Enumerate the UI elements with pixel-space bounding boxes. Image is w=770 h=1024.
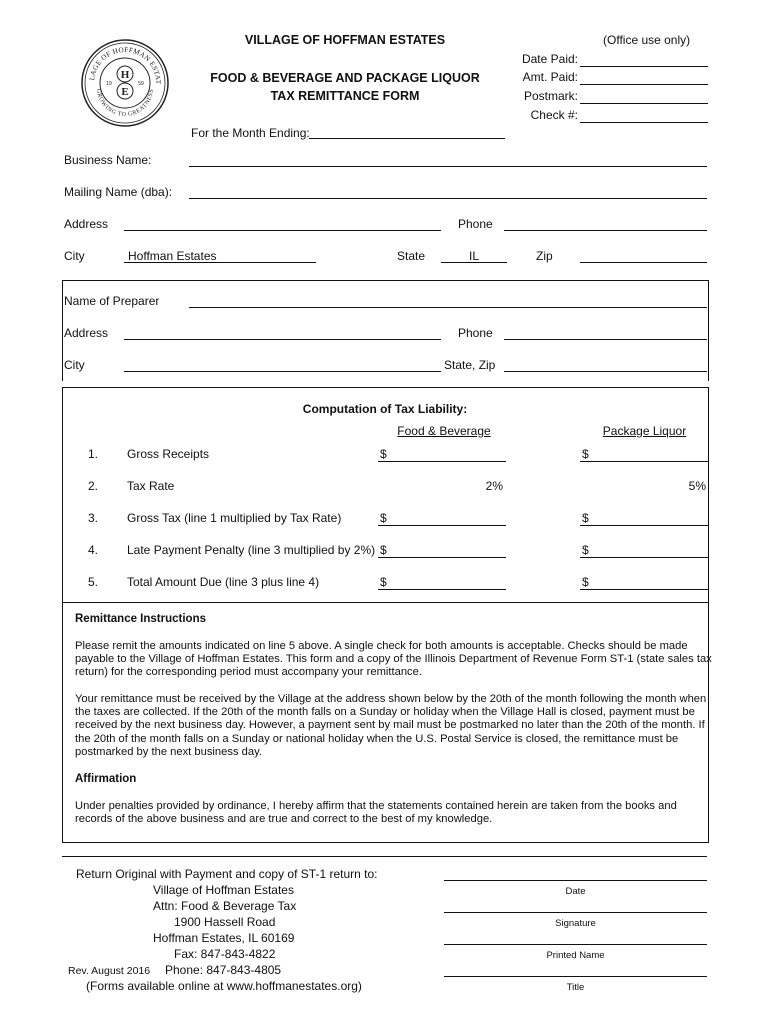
row-2-label: Tax Rate bbox=[127, 479, 175, 493]
amt-paid-field[interactable] bbox=[580, 84, 708, 85]
return-address-2: Attn: Food & Beverage Tax bbox=[153, 899, 297, 913]
preparer-phone-label: Phone bbox=[458, 326, 493, 340]
row-4-label: Late Payment Penalty (line 3 multiplied by 2%) bbox=[127, 543, 376, 557]
village-seal bbox=[80, 38, 170, 128]
business-name-label: Business Name: bbox=[64, 153, 152, 167]
return-fax: Fax: 847-843-4822 bbox=[174, 947, 276, 961]
row-5-number: 5. bbox=[88, 575, 99, 589]
row-4-dollar-fb: $ bbox=[380, 543, 387, 557]
row-3-label: Gross Tax (line 1 multiplied by Tax Rate) bbox=[127, 511, 342, 525]
signature-field[interactable] bbox=[444, 912, 707, 913]
row-3-dollar-fb: $ bbox=[380, 511, 387, 525]
tax-rate-food: 2% bbox=[485, 479, 503, 493]
check-number-label: Check #: bbox=[530, 108, 578, 122]
preparer-name-label: Name of Preparer bbox=[64, 294, 160, 308]
preparer-address-label: Address bbox=[64, 326, 109, 340]
mailing-name-field[interactable] bbox=[189, 198, 707, 199]
row-1-label: Gross Receipts bbox=[127, 447, 210, 461]
business-state-field[interactable] bbox=[441, 262, 507, 263]
mailing-name-label: Mailing Name (dba): bbox=[64, 185, 173, 199]
seal-year-left: 19 bbox=[106, 81, 112, 87]
seal-graphic bbox=[80, 38, 170, 128]
gross-receipts-liquor-field[interactable] bbox=[580, 461, 708, 462]
row-5-dollar-pl: $ bbox=[582, 575, 589, 589]
business-city-value: Hoffman Estates bbox=[128, 249, 217, 263]
footer-divider bbox=[62, 856, 707, 857]
column-package-liquor: Package Liquor bbox=[602, 424, 687, 438]
business-zip-label: Zip bbox=[536, 249, 553, 263]
preparer-city-field[interactable] bbox=[124, 371, 441, 372]
affirmation-heading: Affirmation bbox=[75, 773, 137, 785]
preparer-state-zip-label: State, Zip bbox=[444, 358, 496, 372]
tax-rate-liquor: 5% bbox=[688, 479, 706, 493]
seal-top-text: LAGE OF HOFFMAN ESTAT bbox=[88, 45, 163, 85]
computation-heading: Computation of Tax Liability: bbox=[302, 402, 468, 416]
printed-name-field[interactable] bbox=[444, 944, 707, 945]
gross-tax-liquor-field[interactable] bbox=[580, 525, 708, 526]
gross-tax-food-field[interactable] bbox=[378, 525, 506, 526]
postmark-field[interactable] bbox=[580, 103, 708, 104]
late-penalty-food-field[interactable] bbox=[378, 557, 506, 558]
total-due-food-field[interactable] bbox=[378, 589, 506, 590]
row-2-number: 2. bbox=[88, 479, 99, 493]
title-caption: Title bbox=[566, 982, 585, 993]
row-4-dollar-pl: $ bbox=[582, 543, 589, 557]
revision-date: Rev. August 2016 bbox=[68, 965, 151, 977]
title-field[interactable] bbox=[444, 976, 707, 977]
return-instructions: Return Original with Payment and copy of ST-1 return to: bbox=[76, 867, 378, 881]
gross-receipts-food-field[interactable] bbox=[378, 461, 506, 462]
row-1-dollar-pl: $ bbox=[582, 447, 589, 461]
row-3-number: 3. bbox=[88, 511, 99, 525]
date-paid-label: Date Paid: bbox=[521, 52, 578, 66]
seal-letter-e: E bbox=[121, 86, 129, 98]
preparer-address-field[interactable] bbox=[124, 339, 441, 340]
business-name-field[interactable] bbox=[189, 166, 707, 167]
date-signature-field[interactable] bbox=[444, 880, 707, 881]
month-ending-label: For the Month Ending: bbox=[191, 126, 310, 140]
instructions-paragraph-1: Please remit the amounts indicated on line 5 above. A single check for both amounts is acceptable. Checks should be made payable to the Village of Hoffman Estates. This form and a copy of the Illinois Department of Revenue Form ST-1 (state sales tax return) for the corresponding period must accompany your remittance. bbox=[75, 640, 712, 679]
affirmation-paragraph: Under penalties provided by ordinance, I hereby affirm that the statements contained herein are taken from the books and records of the above business and are true and correct to the best of my knowledge. bbox=[75, 800, 677, 826]
seal-year-right: 59 bbox=[138, 81, 144, 87]
business-city-label: City bbox=[64, 249, 85, 263]
total-due-liquor-field[interactable] bbox=[580, 589, 708, 590]
preparer-phone-field[interactable] bbox=[504, 339, 707, 340]
seal-bottom-text: GROWING TO GREATNESS bbox=[94, 88, 156, 119]
business-zip-field[interactable] bbox=[580, 262, 707, 263]
row-5-label: Total Amount Due (line 3 plus line 4) bbox=[127, 575, 320, 589]
preparer-state-zip-field[interactable] bbox=[504, 371, 707, 372]
seal-letter-h: H bbox=[120, 69, 130, 81]
business-city-field[interactable] bbox=[124, 262, 316, 263]
signature-caption: Signature bbox=[555, 918, 596, 929]
check-number-field[interactable] bbox=[580, 122, 708, 123]
preparer-city-label: City bbox=[64, 358, 85, 372]
business-state-value: IL bbox=[468, 249, 479, 263]
remittance-instructions-heading: Remittance Instructions bbox=[75, 613, 206, 625]
return-address-3: 1900 Hassell Road bbox=[174, 915, 276, 929]
return-address-1: Village of Hoffman Estates bbox=[153, 883, 294, 897]
printed-name-caption: Printed Name bbox=[546, 950, 605, 961]
month-ending-field[interactable] bbox=[309, 138, 505, 139]
row-1-dollar-fb: $ bbox=[380, 447, 387, 461]
row-4-number: 4. bbox=[88, 543, 99, 557]
late-penalty-liquor-field[interactable] bbox=[580, 557, 708, 558]
instructions-paragraph-2: Your remittance must be received by the Village at the address shown below by the 20th of the month following the month when the taxes are collected. If the 20th of the month falls on a Sunday or holiday when the Village Hall is closed, payment must be received by the next business day. However, a payment sent by mail must be postmarked no later than the 20th of the month. If the 20th of the month falls on a Sunday or national holiday when the U.S. Postal Service is closed, the remittance must be postmarked by the next business day. bbox=[75, 693, 707, 758]
date-paid-field[interactable] bbox=[580, 66, 708, 67]
computation-box bbox=[62, 387, 709, 603]
row-3-dollar-pl: $ bbox=[582, 511, 589, 525]
business-phone-field[interactable] bbox=[504, 230, 707, 231]
form-subtitle-2: TAX REMITTANCE FORM bbox=[270, 89, 420, 103]
return-address-4: Hoffman Estates, IL 60169 bbox=[153, 931, 295, 945]
row-1-number: 1. bbox=[88, 447, 99, 461]
form-subtitle-1: FOOD & BEVERAGE AND PACKAGE LIQUOR bbox=[210, 71, 480, 85]
amt-paid-label: Amt. Paid: bbox=[522, 70, 578, 84]
business-state-label: State bbox=[397, 249, 426, 263]
business-phone-label: Phone bbox=[458, 217, 493, 231]
preparer-name-field[interactable] bbox=[189, 307, 707, 308]
date-caption: Date bbox=[565, 886, 586, 897]
postmark-label: Postmark: bbox=[523, 89, 578, 103]
form-title: VILLAGE OF HOFFMAN ESTATES bbox=[244, 33, 446, 47]
column-food-beverage: Food & Beverage bbox=[397, 424, 491, 438]
row-5-dollar-fb: $ bbox=[380, 575, 387, 589]
business-address-label: Address bbox=[64, 217, 109, 231]
forms-online: (Forms available online at www.hoffmanestates.org) bbox=[86, 979, 362, 993]
return-phone: Phone: 847-843-4805 bbox=[165, 963, 282, 977]
office-use-heading: (Office use only) bbox=[603, 33, 691, 47]
business-address-field[interactable] bbox=[124, 230, 441, 231]
